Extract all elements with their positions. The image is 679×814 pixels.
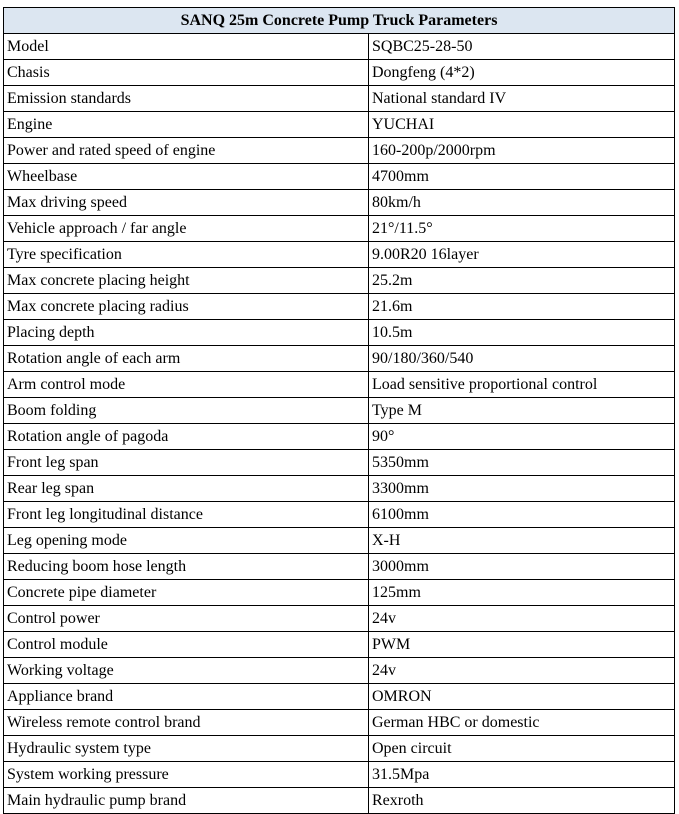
parameter-name-cell: Boom folding <box>4 398 369 424</box>
parameter-value-cell: 31.5Mpa <box>369 762 675 788</box>
table-row <box>4 138 675 164</box>
table-body <box>4 34 675 814</box>
table-row <box>4 216 675 242</box>
parameter-name-cell: Reducing boom hose length <box>4 554 369 580</box>
parameter-value-cell: 125mm <box>369 580 675 606</box>
parameter-value-cell: Dongfeng (4*2) <box>369 60 675 86</box>
parameter-value-cell: 80km/h <box>369 190 675 216</box>
parameter-value-cell: 24v <box>369 658 675 684</box>
parameter-value-cell: 24v <box>369 606 675 632</box>
table-row <box>4 684 675 710</box>
table-row <box>4 554 675 580</box>
table-row <box>4 86 675 112</box>
parameter-name-cell: Vehicle approach / far angle <box>4 216 369 242</box>
parameter-value-cell: 10.5m <box>369 320 675 346</box>
parameter-name-cell: Front leg longitudinal distance <box>4 502 369 528</box>
parameter-name-cell: Front leg span <box>4 450 369 476</box>
parameter-name-cell: Engine <box>4 112 369 138</box>
table-row <box>4 424 675 450</box>
parameter-name-cell: Leg opening mode <box>4 528 369 554</box>
table-row <box>4 164 675 190</box>
parameter-value-cell: Type M <box>369 398 675 424</box>
parameter-name-cell: Main hydraulic pump brand <box>4 788 369 814</box>
table-row <box>4 398 675 424</box>
parameter-name-cell: Max concrete placing height <box>4 268 369 294</box>
parameter-name-cell: System working pressure <box>4 762 369 788</box>
parameter-value-cell: National standard IV <box>369 86 675 112</box>
table-row <box>4 658 675 684</box>
table-row <box>4 710 675 736</box>
parameter-value-cell: 3300mm <box>369 476 675 502</box>
table-row <box>4 632 675 658</box>
table-row <box>4 476 675 502</box>
parameter-name-cell: Max concrete placing radius <box>4 294 369 320</box>
parameter-name-cell: Emission standards <box>4 86 369 112</box>
parameters-table <box>3 7 675 814</box>
parameter-value-cell: 9.00R20 16layer <box>369 242 675 268</box>
table-row <box>4 606 675 632</box>
parameter-value-cell: 25.2m <box>369 268 675 294</box>
parameter-name-cell: Appliance brand <box>4 684 369 710</box>
table-row <box>4 268 675 294</box>
parameter-name-cell: Arm control mode <box>4 372 369 398</box>
parameter-value-cell: Load sensitive proportional control <box>369 372 675 398</box>
parameter-name-cell: Rotation angle of pagoda <box>4 424 369 450</box>
parameter-name-cell: Concrete pipe diameter <box>4 580 369 606</box>
table-head <box>4 8 675 34</box>
table-row <box>4 736 675 762</box>
table-row <box>4 580 675 606</box>
parameter-value-cell: German HBC or domestic <box>369 710 675 736</box>
parameter-value-cell: 160-200p/2000rpm <box>369 138 675 164</box>
parameter-value-cell: PWM <box>369 632 675 658</box>
table-row <box>4 788 675 814</box>
table-row <box>4 60 675 86</box>
parameter-name-cell: Rear leg span <box>4 476 369 502</box>
parameter-value-cell: 21.6m <box>369 294 675 320</box>
table-row <box>4 112 675 138</box>
parameter-value-cell: 4700mm <box>369 164 675 190</box>
table-row <box>4 372 675 398</box>
table-row <box>4 762 675 788</box>
table-row <box>4 502 675 528</box>
parameter-value-cell: 3000mm <box>369 554 675 580</box>
table-row <box>4 190 675 216</box>
table-row <box>4 450 675 476</box>
parameter-name-cell: Hydraulic system type <box>4 736 369 762</box>
table-row <box>4 242 675 268</box>
parameter-name-cell: Wheelbase <box>4 164 369 190</box>
table-row <box>4 294 675 320</box>
title-row <box>4 8 675 34</box>
parameter-value-cell: Open circuit <box>369 736 675 762</box>
parameter-name-cell: Model <box>4 34 369 60</box>
table-row <box>4 34 675 60</box>
table-row <box>4 346 675 372</box>
table-row <box>4 528 675 554</box>
parameter-name-cell: Chasis <box>4 60 369 86</box>
parameter-value-cell: 5350mm <box>369 450 675 476</box>
parameter-value-cell: 6100mm <box>369 502 675 528</box>
parameter-name-cell: Wireless remote control brand <box>4 710 369 736</box>
parameter-name-cell: Placing depth <box>4 320 369 346</box>
parameter-value-cell: OMRON <box>369 684 675 710</box>
parameter-value-cell: 21°/11.5° <box>369 216 675 242</box>
parameter-value-cell: 90° <box>369 424 675 450</box>
parameter-value-cell: SQBC25-28-50 <box>369 34 675 60</box>
parameter-name-cell: Control power <box>4 606 369 632</box>
parameter-name-cell: Tyre specification <box>4 242 369 268</box>
parameter-name-cell: Power and rated speed of engine <box>4 138 369 164</box>
parameter-name-cell: Rotation angle of each arm <box>4 346 369 372</box>
parameter-name-cell: Working voltage <box>4 658 369 684</box>
parameter-value-cell: Rexroth <box>369 788 675 814</box>
parameter-value-cell: 90/180/360/540 <box>369 346 675 372</box>
table-title: SANQ 25m Concrete Pump Truck Parameters <box>4 8 675 34</box>
parameter-name-cell: Control module <box>4 632 369 658</box>
parameter-name-cell: Max driving speed <box>4 190 369 216</box>
parameter-value-cell: YUCHAI <box>369 112 675 138</box>
table-row <box>4 320 675 346</box>
parameter-value-cell: X-H <box>369 528 675 554</box>
